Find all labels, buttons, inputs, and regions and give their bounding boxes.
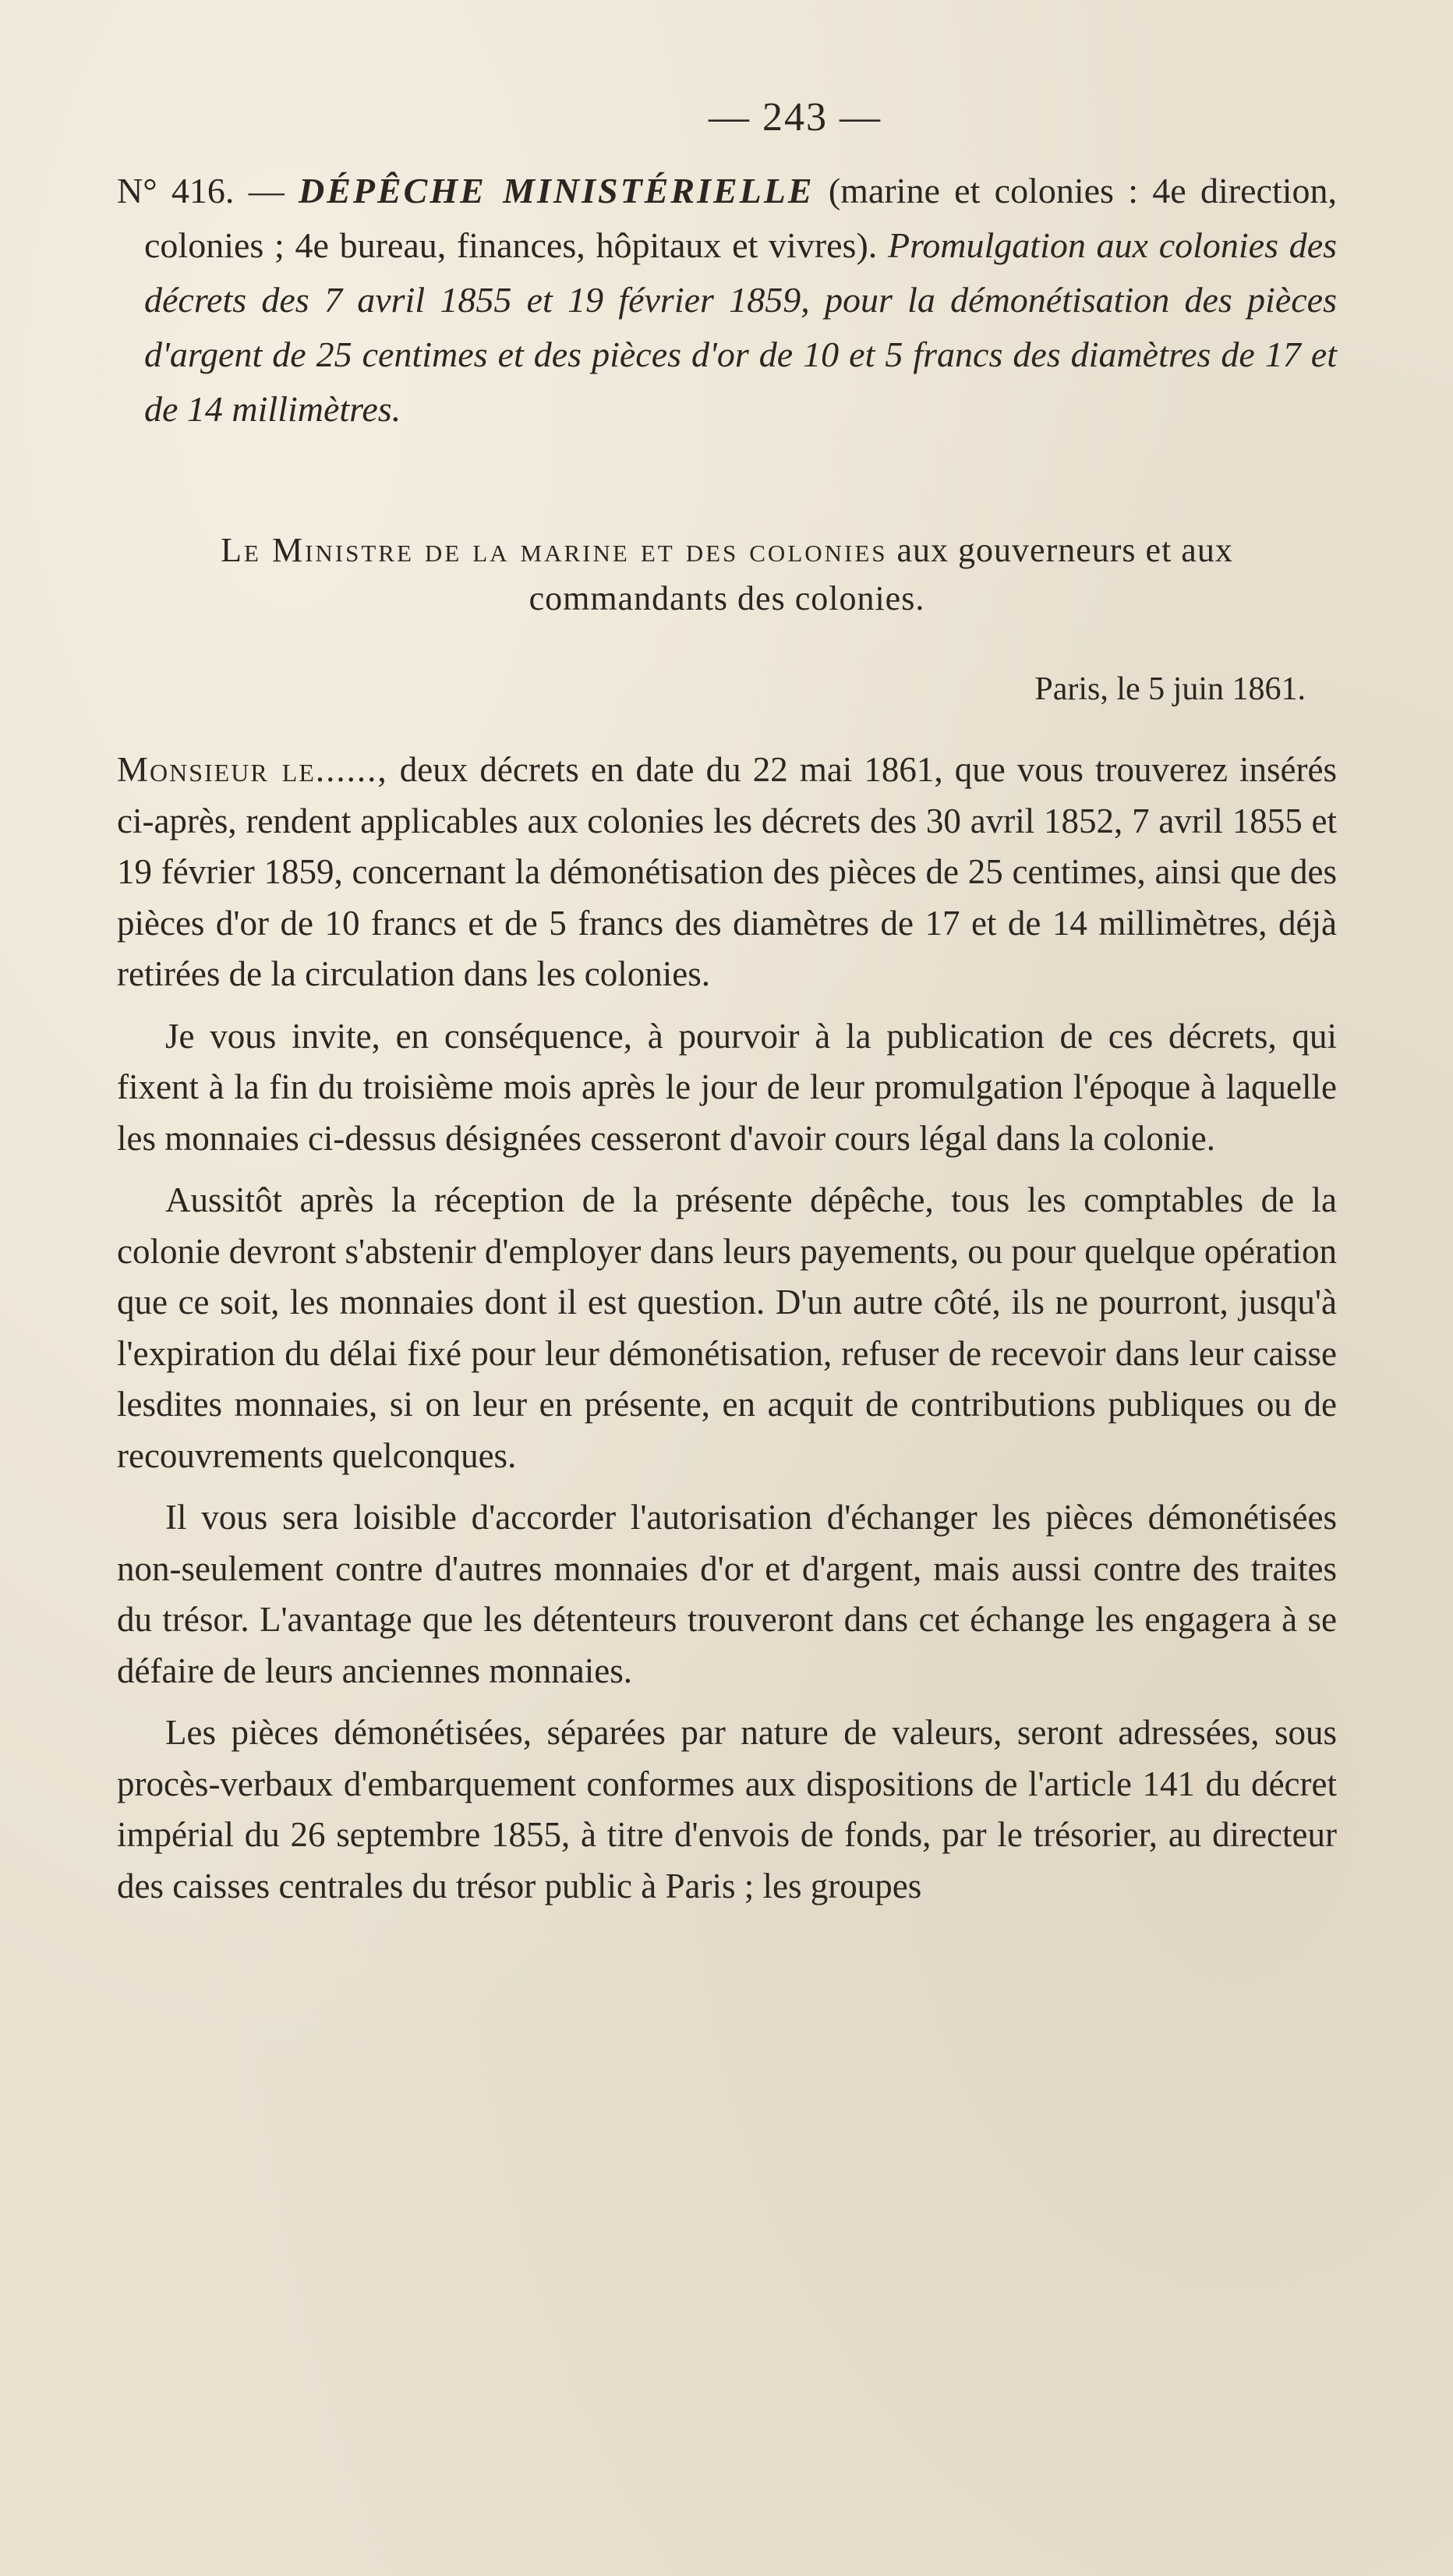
letter-body xyxy=(117,745,1337,1912)
entry-kind: DÉPÊCHE MINISTÉRIELLE xyxy=(299,171,815,211)
dateline: Paris, le 5 juin 1861. xyxy=(1034,671,1306,708)
salutation: Monsieur le......, xyxy=(117,750,388,790)
page-number: — 243 — xyxy=(709,95,882,140)
addressee-recipients: aux gouverneurs et aux commandants des colonies. xyxy=(529,531,1233,618)
entry-summary: Promulgation aux colonies des décrets des 7 avril 1855 et 19 février 1859, pour la démonétisation des pièces d'argent de 25 centimes et des pièces d'or de 10 et 5 francs des diamètres de 17 et de 14 millimètres. xyxy=(144,225,1338,430)
document-page xyxy=(117,94,1337,1923)
entry-heading xyxy=(117,164,1337,437)
entry-issuer: (marine et colonies : 4e direction, colonies ; 4e bureau, finances, hôpitaux et vivres). xyxy=(144,171,1338,266)
paragraph-1 xyxy=(117,745,1337,1000)
paragraph-1-text: deux décrets en date du 22 mai 1861, que vous trouverez insérés ci-après, rendent applicables aux colonies les décrets des 30 avril 1852, 7 avril 1855 et 19 février 1859, concernant la démonétisation des pièces de 25 centimes, ainsi que des pièces d'or de 10 francs et de 5 francs des diamètres de 17 et de 14 millimètres, déjà retirées de la circulation dans les colonies. xyxy=(117,750,1337,994)
paragraph-2: Je vous invite, en conséquence, à pourvoir à la publication de ces décrets, qui fixent à la fin du troisième mois après le jour de leur promulgation l'époque à laquelle les monnaies ci-dessus désignées cesseront d'avoir cours légal dans la colonie. xyxy=(117,1016,1337,1158)
addressee-minister: Le Ministre de la marine et des colonies xyxy=(221,531,888,570)
addressee xyxy=(117,526,1337,623)
entry-number: N° 416. — xyxy=(117,171,285,211)
paragraph-4: Il vous sera loisible d'accorder l'autorisation d'échanger les pièces démonétisées non-seulement contre d'autres monnaies d'or et d'argent, mais aussi contre des traites du trésor. L'avantage que les détenteurs trouveront dans cet échange les engagera à se défaire de leurs anciennes monnaies. xyxy=(117,1498,1337,1690)
paragraph-5: Les pièces démonétisées, séparées par nature de valeurs, seront adressées, sous procès-verbaux d'embarquement conformes aux dispositions de l'article 141 du décret impérial du 26 septembre 1855, à titre d'envois de fonds, par le trésorier, au directeur des caisses centrales du trésor public à Paris ; les groupes xyxy=(117,1713,1337,1905)
paragraph-3: Aussitôt après la réception de la présente dépêche, tous les comptables de la colonie devront s'abstenir d'employer dans leurs payements, ou pour quelque opération que ce soit, les monnaies dont il est question. D'un autre côté, ils ne pourront, jusqu'à l'expiration du délai fixé pour leur démonétisation, refuser de recevoir dans leur caisse lesdites monnaies, si on leur en présente, en acquit de contributions publiques ou de recouvrements quelconques. xyxy=(117,1180,1337,1475)
